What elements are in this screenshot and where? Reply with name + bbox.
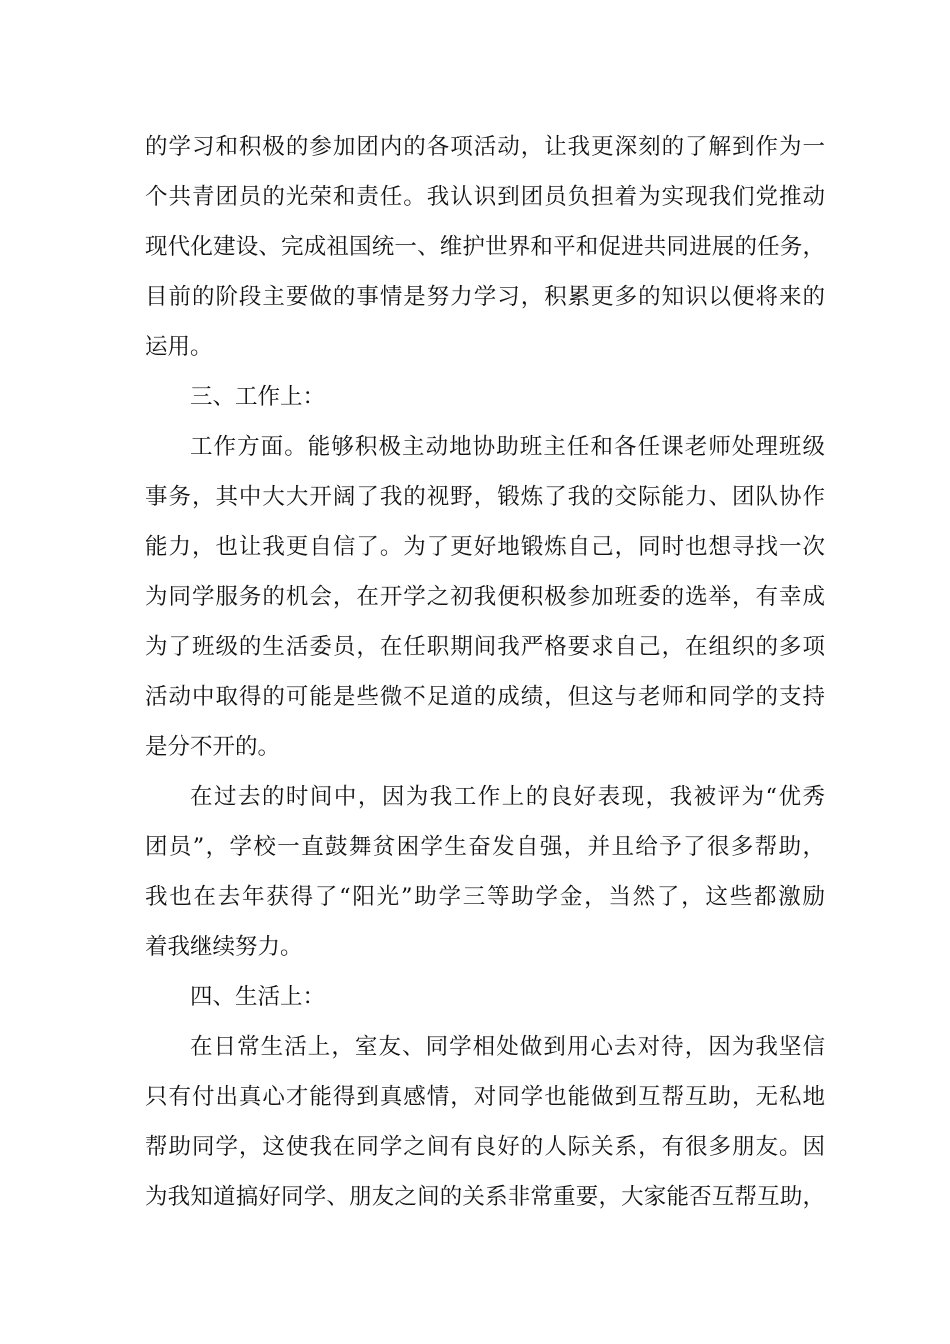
text-line: 活动中取得的可能是些微不足道的成绩，但这与老师和同学的支持 [145,684,825,710]
text-line: 的学习和积极的参加团内的各项活动，让我更深刻的了解到作为一 [145,134,825,160]
section-heading-life: 四、生活上： [190,984,326,1010]
text-line: 团员”，学校一直鼓舞贫困学生奋发自强，并且给予了很多帮助， [145,834,825,860]
text-line: 为了班级的生活委员，在任职期间我严格要求自己，在组织的多项 [145,634,825,660]
text-line: 目前的阶段主要做的事情是努力学习，积累更多的知识以便将来的 [145,284,825,310]
text-line: 我也在去年获得了“阳光”助学三等助学金，当然了，这些都激励 [145,884,825,910]
text-line: 事务，其中大大开阔了我的视野，锻炼了我的交际能力、团队协作 [145,484,825,510]
document-body [145,122,825,1222]
text-line: 只有付出真心才能得到真感情，对同学也能做到互帮互助，无私地 [145,1084,825,1110]
text-line: 为我知道搞好同学、朋友之间的关系非常重要，大家能否互帮互助， [145,1184,825,1210]
text-line: 能力，也让我更自信了。为了更好地锻炼自己，同时也想寻找一次 [145,534,825,560]
text-line: 是分不开的。 [145,734,281,760]
text-line: 在日常生活上，室友、同学相处做到用心去对待，因为我坚信 [190,1034,825,1060]
text-line: 帮助同学，这使我在同学之间有良好的人际关系，有很多朋友。因 [145,1134,825,1160]
text-line: 工作方面。能够积极主动地协助班主任和各任课老师处理班级 [190,434,825,460]
text-line: 为同学服务的机会，在开学之初我便积极参加班委的选举，有幸成 [145,584,825,610]
text-line: 在过去的时间中，因为我工作上的良好表现，我被评为“优秀 [190,784,825,810]
text-line: 运用。 [145,334,213,360]
text-line: 个共青团员的光荣和责任。我认识到团员负担着为实现我们党推动 [145,184,825,210]
text-line: 现代化建设、完成祖国统一、维护世界和平和促进共同进展的任务， [145,234,825,260]
text-line: 着我继续努力。 [145,934,303,960]
section-heading-work: 三、工作上： [190,384,326,410]
